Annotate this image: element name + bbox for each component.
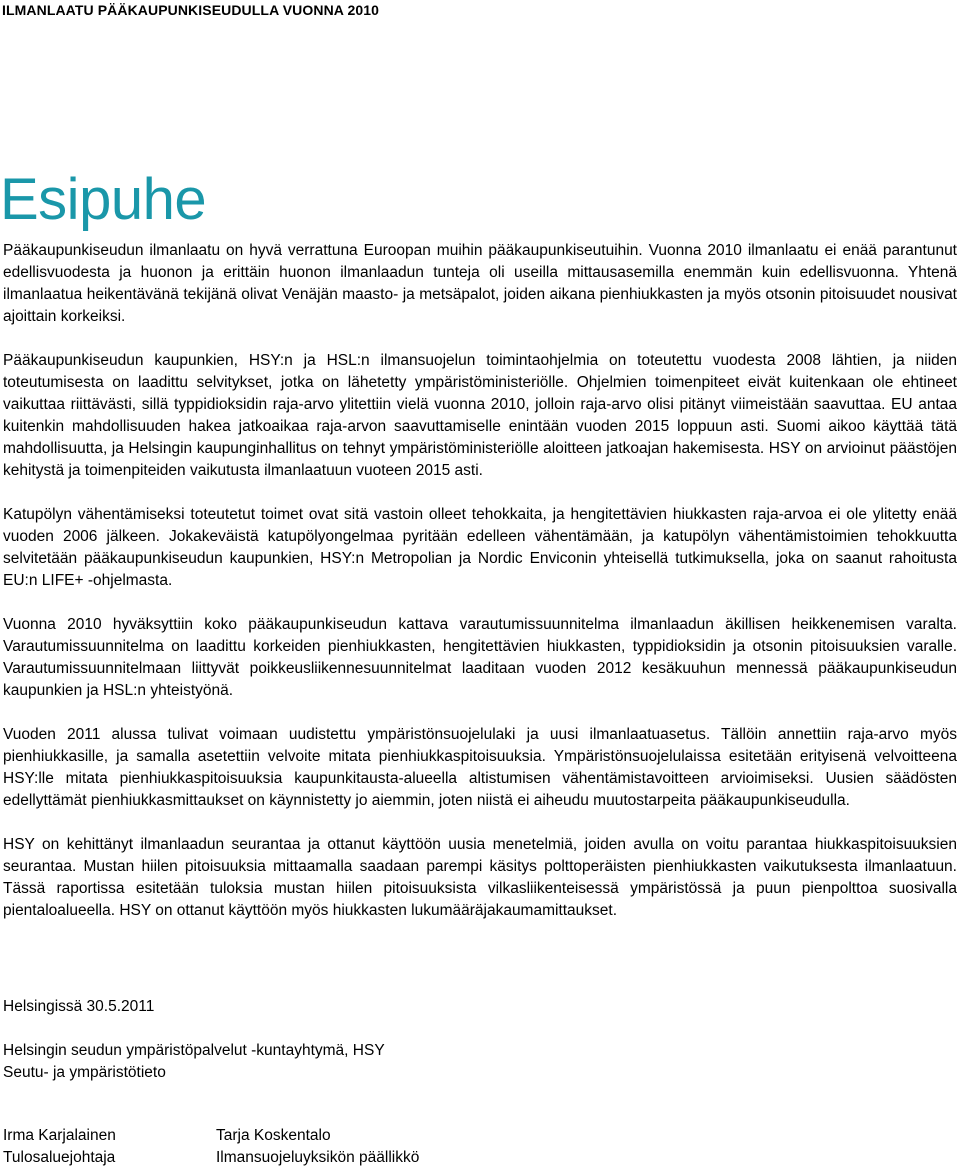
place-date: Helsingissä 30.5.2011 [3,998,155,1015]
signatories [3,1125,957,1169]
organization [3,1040,957,1084]
paragraph-4: Vuonna 2010 hyväksyttiin koko pääkaupunkiseudun kattava varautumissuunnitelma ilmanlaadun äkillisen heikkenemisen varalta. Varautumissuunnitelma on laadittu korkeiden pienhiukkasten, hengitettävien hiukkasten, typpidioksidin ja otsonin pitoisuuksien varalle. Varautumissuunnitelmaan liittyvät poikkeusliikennesuunnitelmat laaditaan vuoden 2012 kesäkuuhun mennessä pääkaupunkiseudun kaupunkien ja HSL:n yhteistyönä. [3,616,957,699]
paragraph-6: HSY on kehittänyt ilmanlaadun seurantaa ja ottanut käyttöön uusia menetelmiä, joiden avulla on voitu parantaa hiukkaspitoisuuksien seurantaa. Mustan hiilen pitoisuuksia mittaamalla saadaan parempi käsitys polttoperäisten pienhiukkasten vaikutuksesta ilmanlaatuun. Tässä raportissa esitetään tuloksia mustan hiilen pitoisuuksista vilkasliikenteisessä ympäristössä ja puun pienpolttoa suosivalla pientaloalueella. HSY on ottanut käyttöön myös hiukkasten lukumääräjakaumamittaukset. [3,836,957,919]
organization-unit: Seutu- ja ympäristötieto [3,1064,166,1081]
signatory-name: Tarja Koskentalo [216,1127,331,1144]
signatory-role: Tulosaluejohtaja [3,1149,116,1166]
signatory-1 [3,1125,216,1169]
signatory-name: Irma Karjalainen [3,1127,116,1144]
running-header: ILMANLAATU PÄÄKAUPUNKISEUDULLA VUONNA 2010 [2,2,380,18]
organization-name: Helsingin seudun ympäristöpalvelut -kuntayhtymä, HSY [3,1042,385,1059]
paragraph-3: Katupölyn vähentämiseksi toteutetut toimet ovat sitä vastoin olleet tehokkaita, ja hengitettävien hiukkasten raja-arvoa ei ole ylitetty enää vuoden 2006 jälkeen. Jokakeväistä katupölyongelmaa pyritään edelleen vähentämään, ja katupölyn vähentämistoimien tehokkuutta selvitetään pääkaupunkiseudun kaupunkien, HSY:n Metropolian ja Nordic Enviconin yhteisellä tutkimuksella, joka on saanut rahoitusta EU:n LIFE+ -ohjelmasta. [3,506,957,589]
signatory-2 [216,1125,429,1169]
signatory-role: Ilmansuojeluyksikön päällikkö [216,1149,420,1166]
paragraph-5: Vuoden 2011 alussa tulivat voimaan uudistettu ympäristönsuojelulaki ja uusi ilmanlaatuasetus. Tällöin annettiin raja-arvo myös pienhiukkasille, ja samalla asetettiin velvoite mitata pienhiukkaspitoisuuksia. Ympäristönsuojelulaissa esitetään erityisenä velvoitteena HSY:lle mitata pienhiukkaspitoisuuksia kaupunkitausta-alueella altistumisen vähentämistavoitteen arvioimiseksi. Uusien säädösten edellyttämät pienhiukkasmittaukset on käynnistetty jo aiemmin, joten niistä ei aiheudu muutostarpeita pääkaupunkiseudulla. [3,726,957,809]
foreword-body [3,240,957,944]
page-title: Esipuhe [0,167,207,232]
paragraph-1: Pääkaupunkiseudun ilmanlaatu on hyvä verrattuna Euroopan muihin pääkaupunkiseutuihin. Vuonna 2010 ilmanlaatu ei enää parantunut edellisvuodesta ja huonon ja erittäin huonon ilmanlaadun tunteja oli useilla mittausasemilla enemmän kuin edellisvuonna. Yhtenä ilmanlaatua heikentävänä tekijänä olivat Venäjän maasto- ja metsäpalot, joiden aikana pienhiukkasten ja myös otsonin pitoisuudet nousivat ajoittain korkeiksi. [3,242,957,325]
paragraph-2: Pääkaupunkiseudun kaupunkien, HSY:n ja HSL:n ilmansuojelun toimintaohjelmia on toteutettu vuodesta 2008 lähtien, ja niiden toteutumisesta on laadittu selvitykset, jotka on lähetetty ympäristöministeriölle. Ohjelmien toimenpiteet eivät kuitenkaan ole ehtineet vaikuttaa riittävästi, sillä typpidioksidin raja-arvo ylitettiin vielä vuonna 2010, jolloin raja-arvo olisi pitänyt viimeistään saavuttaa. EU antaa kuitenkin mahdollisuuden hakea jatkoaikaa raja-arvon saavuttamiselle enintään vuoden 2015 loppuun asti. Suomi aikoo käyttää tätä mahdollisuutta, ja Helsingin kaupunginhallitus on tehnyt ympäristöministeriölle aloitteen jatkoajan hakemisesta. HSY on arvioinut päästöjen kehitystä ja toimenpiteiden vaikutusta ilmanlaatuun vuoteen 2015 asti. [3,352,957,479]
